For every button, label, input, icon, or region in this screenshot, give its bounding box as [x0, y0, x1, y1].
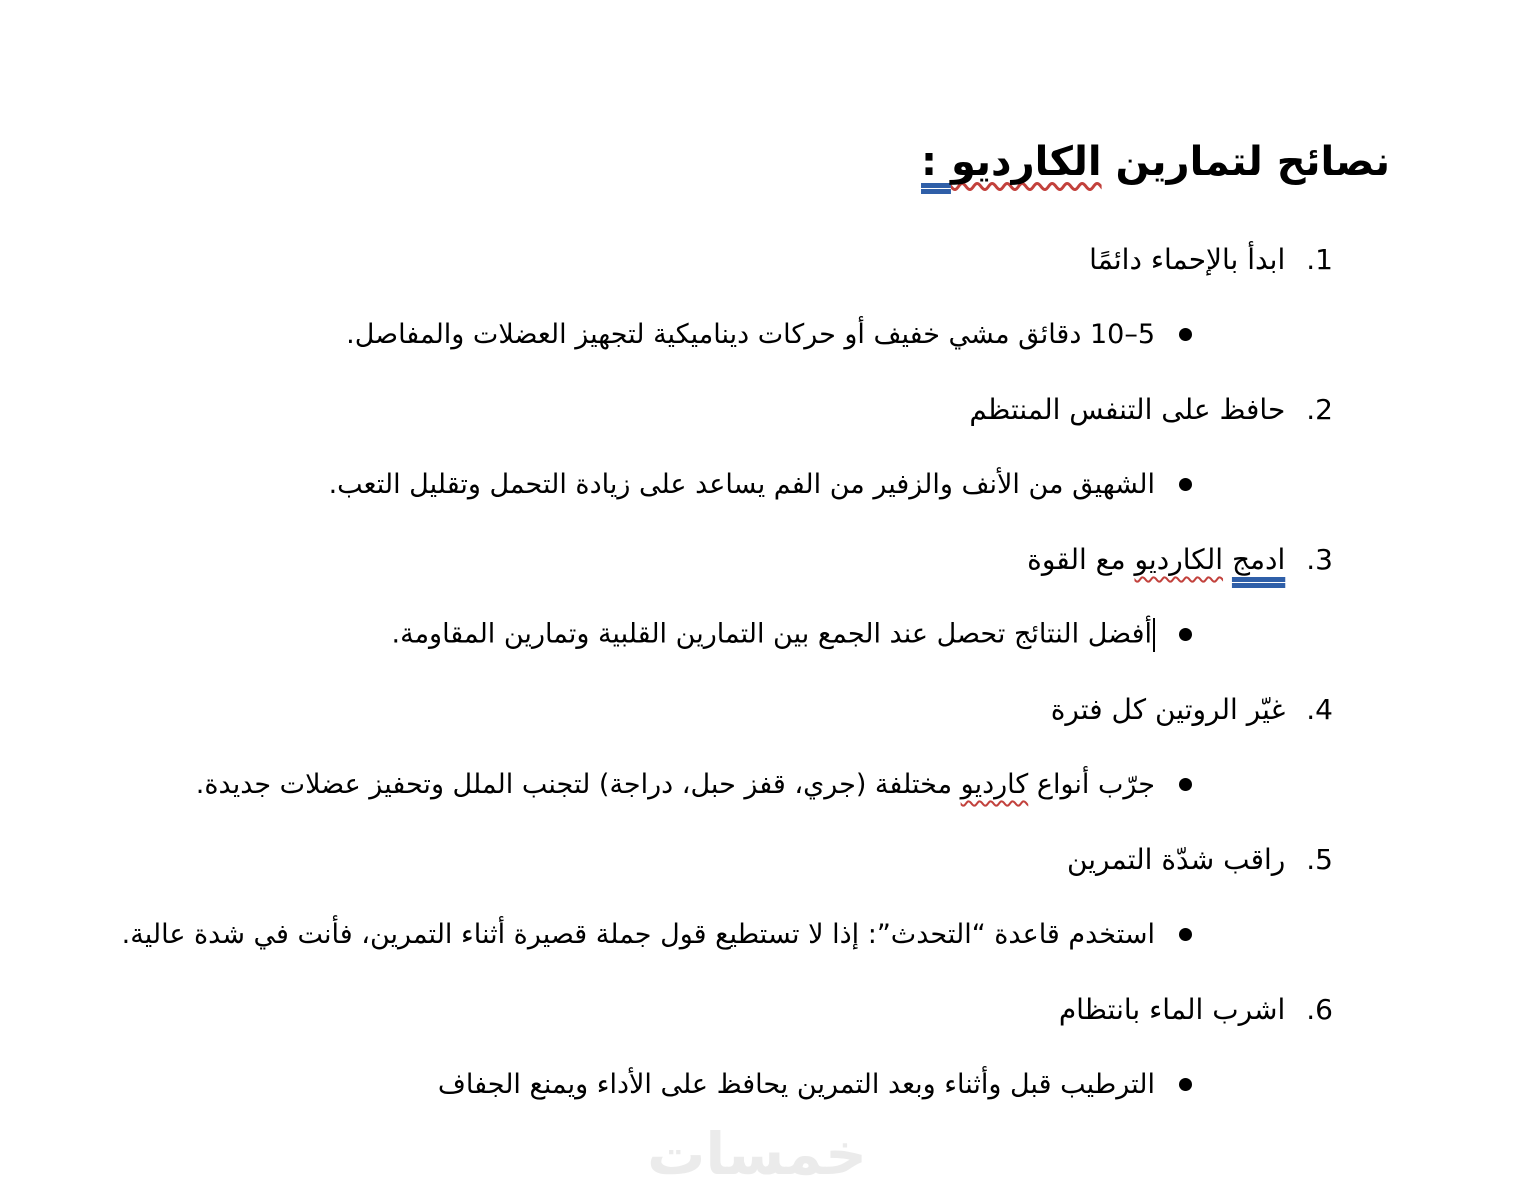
text-segment: مع القوة: [1027, 543, 1135, 576]
text-segment: أفضل النتائج تحصل عند الجمع بين التمارين القلبية وتمارين المقاومة.: [391, 618, 1152, 649]
list-item-heading[interactable]: [0, 372, 1514, 447]
item-number: 4.: [1306, 693, 1333, 726]
bullet-icon: [1179, 778, 1192, 791]
item-heading-text: [1067, 843, 1285, 876]
item-heading-text: [1059, 993, 1285, 1026]
bullet-text: [122, 919, 1155, 950]
item-number: 2.: [1306, 393, 1333, 426]
item-heading-text: [1051, 693, 1286, 726]
text-segment: غيّر الروتين كل فترة: [1050, 693, 1286, 726]
text-segment: استخدم قاعدة “التحدث”: إذا لا تستطيع قول جملة قصيرة أثناء التمرين، فأنت في شدة عالية.: [121, 919, 1155, 950]
item-number: 6.: [1306, 993, 1333, 1026]
bullet-icon: [1179, 478, 1192, 491]
text-segment: مختلفة (جري، قفز حبل، دراجة) لتجنب الملل وتحفيز عضلات جديدة.: [195, 769, 961, 800]
bullet-text: [392, 618, 1155, 652]
text-segment: كارديو: [960, 769, 1029, 800]
bullet-icon: [1179, 628, 1192, 641]
text-segment: الشهيق من الأنف والزفير من الفم يساعد على زيادة التحمل وتقليل التعب.: [328, 469, 1155, 500]
list-item-bullet[interactable]: [0, 297, 1514, 372]
text-segment: ابدأ بالإحماء دائمًا: [1089, 243, 1286, 276]
text-segment: ادمج: [1231, 543, 1286, 576]
list-item-heading[interactable]: [0, 522, 1514, 597]
text-segment: حافظ على التنفس المنتظم: [969, 393, 1286, 426]
list-item-bullet[interactable]: [0, 747, 1514, 822]
text-segment: الكارديو: [950, 139, 1102, 185]
list-item-heading[interactable]: [0, 822, 1514, 897]
item-number: 3.: [1306, 543, 1333, 576]
text-segment: 5–10 دقائق مشي خفيف أو حركات ديناميكية لتجهيز العضلات والمفاصل.: [346, 319, 1155, 350]
list-item-bullet[interactable]: [0, 447, 1514, 522]
list-item-bullet[interactable]: [0, 897, 1514, 972]
text-segment: [1223, 543, 1232, 576]
text-segment: اشرب الماء بانتظام: [1058, 993, 1286, 1026]
text-segment: الكارديو: [1134, 543, 1224, 576]
tips-list: [0, 222, 1514, 1122]
item-heading-text: [1089, 243, 1285, 276]
text-segment: :: [921, 139, 951, 185]
bullet-text: [196, 769, 1155, 800]
list-item-bullet[interactable]: [0, 597, 1514, 672]
bullet-icon: [1179, 328, 1192, 341]
bullet-icon: [1179, 1078, 1192, 1091]
text-segment: جرّب أنواع: [1028, 769, 1155, 800]
list-item-heading[interactable]: [0, 222, 1514, 297]
list-item-bullet[interactable]: [0, 1047, 1514, 1122]
text-segment: راقب شدّة التمرين: [1066, 843, 1286, 876]
document-title[interactable]: [0, 134, 1390, 190]
item-heading-text: [1027, 543, 1285, 576]
list-item-heading[interactable]: [0, 972, 1514, 1047]
text-segment: الترطيب قبل وأثناء وبعد التمرين يحافظ على الأداء ويمنع الجفاف: [437, 1069, 1155, 1100]
list-item-heading[interactable]: [0, 672, 1514, 747]
bullet-text: [329, 469, 1155, 500]
bullet-icon: [1179, 928, 1192, 941]
item-number: 5.: [1306, 843, 1333, 876]
watermark: خمسات: [647, 1120, 867, 1188]
bullet-text: [438, 1069, 1155, 1100]
item-number: 1.: [1306, 243, 1333, 276]
text-segment: نصائح لتمارين: [1101, 139, 1390, 185]
bullet-text: [346, 319, 1155, 350]
text-cursor: [1153, 618, 1155, 652]
item-heading-text: [969, 393, 1285, 426]
